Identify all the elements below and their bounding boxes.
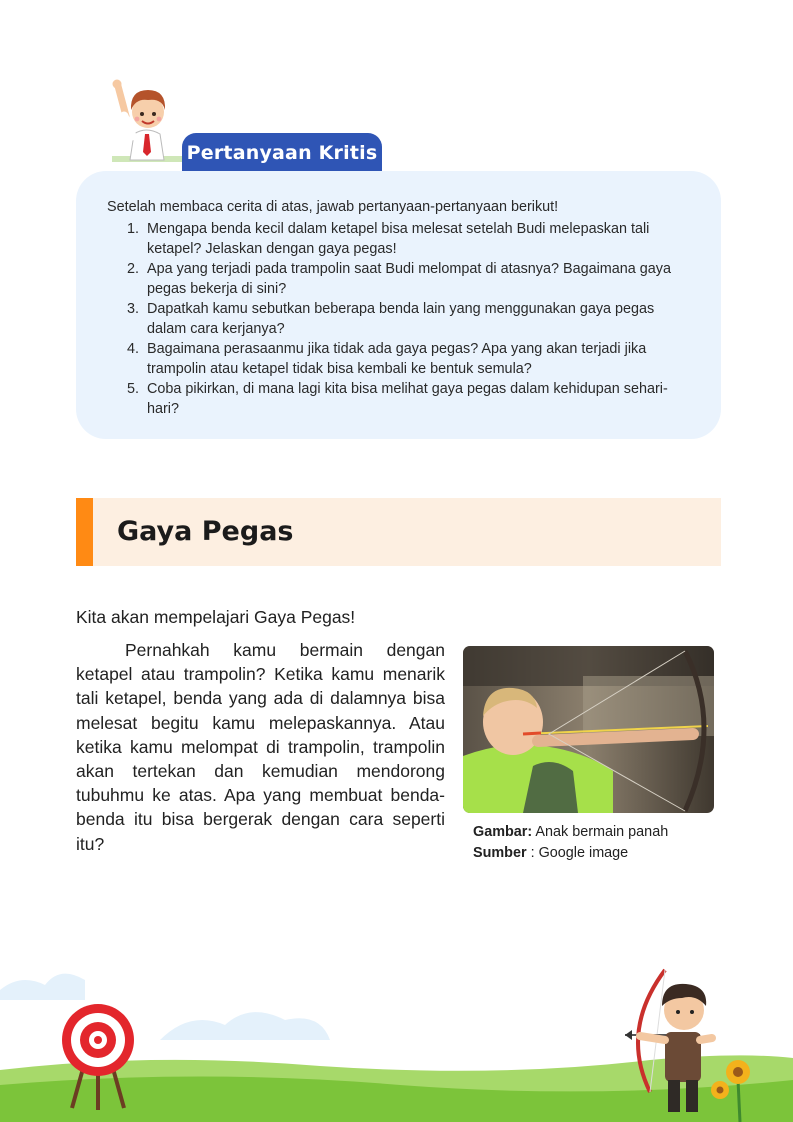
archery-photo xyxy=(463,646,714,813)
question-item: 2. Apa yang terjadi pada trampolin saat Budi melompat di atasnya? Bagaimana gaya pegas bekerja di sini? xyxy=(143,259,697,299)
caption-text: Anak bermain panah xyxy=(532,824,669,840)
section-header xyxy=(76,498,721,566)
section-accent-bar xyxy=(76,498,93,566)
student-mascot-icon xyxy=(104,76,188,172)
question-item: 4. Bagaimana perasaanmu jika tidak ada gaya pegas? Apa yang akan terjadi jika trampolin atau ketapel tidak bisa kembali ke bentuk semula? xyxy=(143,339,697,379)
source-label: Sumber xyxy=(473,845,527,861)
question-item: 5. Coba pikirkan, di mana lagi kita bisa melihat gaya pegas dalam kehidupan sehari-hari? xyxy=(143,379,697,419)
archery-scene-illustration xyxy=(0,940,793,1122)
source-line xyxy=(473,843,668,864)
questions-list xyxy=(107,219,697,419)
section-title: Gaya Pegas xyxy=(117,516,294,547)
question-item: 1. Mengapa benda kecil dalam ketapel bisa melesat setelah Budi melepaskan tali ketapel? Jelaskan dengan gaya pegas! xyxy=(143,219,697,259)
questions-intro: Setelah membaca cerita di atas, jawab pertanyaan-pertanyaan berikut! xyxy=(107,199,559,215)
critical-questions-badge: Pertanyaan Kritis xyxy=(182,133,382,171)
caption-label: Gambar: xyxy=(473,824,533,840)
source-text: : Google image xyxy=(526,845,629,861)
section-paragraph: Pernahkah kamu bermain dengan ketapel atau trampolin? Ketika kamu menarik tali ketapel, benda yang ada di dalamnya bisa melesat begitu kamu melepaskannya. Atau ketika kamu melompat di trampolin, trampolin akan tertekan dan kemudian mendorong tubuhmu ke atas. Apa yang membuat benda-benda itu bisa bergerak dengan cara seperti itu? xyxy=(76,640,445,854)
caption-line xyxy=(473,822,668,843)
photo-caption xyxy=(473,822,668,864)
critical-questions-box xyxy=(76,171,721,439)
question-item: 3. Dapatkah kamu sebutkan beberapa benda lain yang menggunakan gaya pegas dalam cara kerjanya? xyxy=(143,299,697,339)
section-lead: Kita akan mempelajari Gaya Pegas! xyxy=(76,607,356,627)
